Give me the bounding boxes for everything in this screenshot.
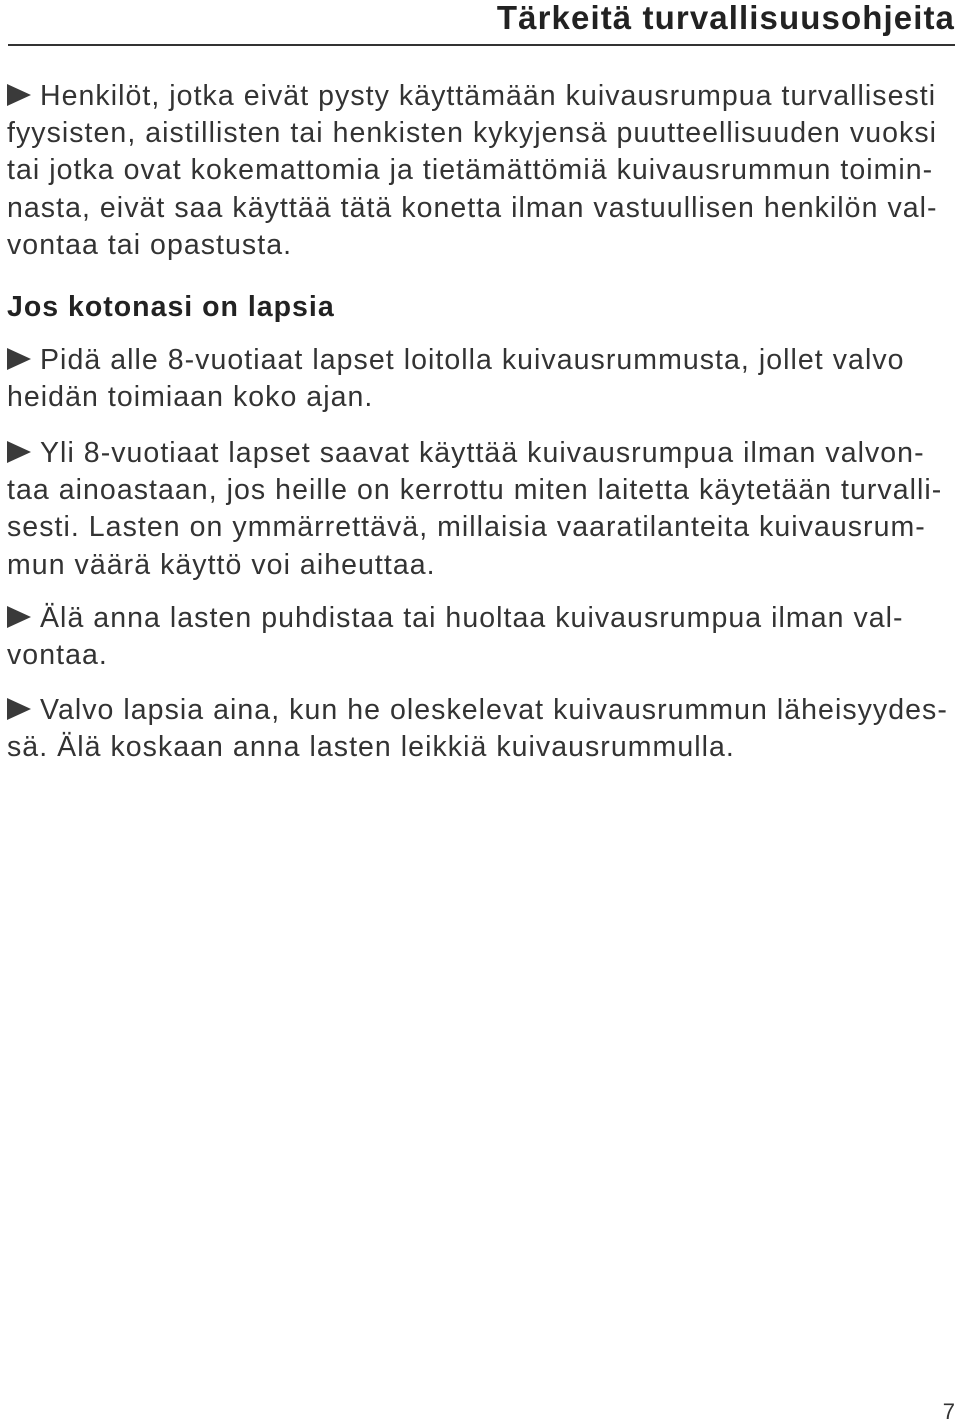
paragraph-line: fyysisten, aistillisten tai henkisten kykyjensä puutteellisuuden vuoksi — [7, 117, 937, 150]
bullet-item-over-8-usage — [7, 435, 942, 584]
paragraph-line — [7, 78, 938, 115]
paragraph-line: mun väärä käyttö voi aiheuttaa. — [7, 548, 436, 581]
bullet-arrow-icon — [7, 348, 31, 370]
paragraph-line: sesti. Lasten on ymmärrettävä, millaisia vaaratilanteita kuivausrum- — [7, 511, 926, 544]
paragraph-line: vontaa tai opastusta. — [7, 228, 293, 261]
paragraph-line: tai jotka ovat kokemattomia ja tietämättömiä kuivausrummun toimin- — [7, 154, 934, 187]
intro-paragraph — [7, 78, 938, 264]
page-number: 7 — [942, 1399, 955, 1424]
bullet-arrow-icon — [7, 84, 31, 106]
paragraph-line: sä. Älä koskaan anna lasten leikkiä kuivausrummulla. — [7, 731, 735, 764]
line-text: Pidä alle 8-vuotiaat lapset loitolla kuivausrummusta, jollet valvo — [40, 344, 905, 376]
bullet-arrow-icon — [7, 698, 31, 720]
paragraph-line: nasta, eivät saa käyttää tätä konetta ilman vastuullisen henkilön val- — [7, 191, 938, 224]
paragraph-line: vontaa. — [7, 639, 108, 672]
bullet-arrow-icon — [7, 441, 31, 463]
bullet-item-supervise-under-8 — [7, 342, 905, 416]
bullet-arrow-icon — [7, 606, 31, 628]
bullet-item-supervise-always — [7, 692, 948, 766]
children-section-heading: Jos kotonasi on lapsia — [7, 291, 335, 323]
bullet-item-no-cleaning — [7, 600, 904, 674]
header-divider — [8, 44, 955, 46]
paragraph-line — [7, 435, 942, 472]
paragraph-line — [7, 692, 948, 729]
paragraph-line: taa ainoastaan, jos heille on kerrottu miten laitetta käytetään turvalli- — [7, 474, 943, 507]
line-text: Valvo lapsia aina, kun he oleskelevat kuivausrummun läheisyydes- — [40, 694, 948, 726]
paragraph-line — [7, 342, 905, 379]
line-text: Henkilöt, jotka eivät pysty käyttämään kuivausrumpua turvallisesti — [40, 80, 937, 112]
line-text: Älä anna lasten puhdistaa tai huoltaa kuivausrumpua ilman val- — [40, 602, 904, 634]
section-title: Tärkeitä turvallisuusohjeita — [496, 0, 955, 36]
paragraph-line: heidän toimiaan koko ajan. — [7, 381, 374, 414]
paragraph-line — [7, 600, 904, 637]
line-text: Yli 8-vuotiaat lapset saavat käyttää kuivausrumpua ilman valvon- — [40, 437, 925, 469]
